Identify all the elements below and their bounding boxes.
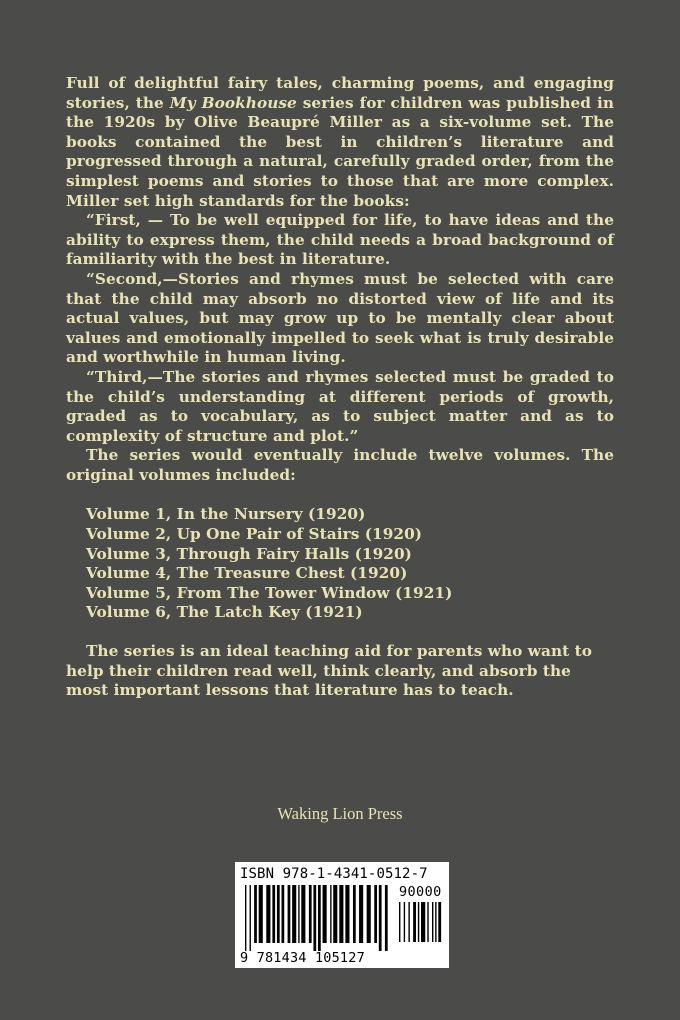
barcode-bar [333, 885, 337, 943]
volume-item: Volume 2, Up One Pair of Stairs (1920) [86, 525, 423, 544]
volume-item: Volume 3, Through Fairy Halls (1920) [86, 544, 412, 563]
quote-second: “Second,—Stories and rhymes must be selected with care that the child may absorb no distorted view of life and its actual values, but may grow up to be mentally clear about values and emotionally impelled to seek what is truly desirable and worthwhile in human living. [66, 269, 614, 367]
barcode-bar [254, 885, 257, 943]
back-cover-text [66, 74, 614, 701]
quote-first: “First, — To be well equipped for life, to have ideas and the ability to express them, the child needs a broad background of familiarity with the best in literature. [66, 211, 614, 269]
closing-paragraph: The series is an ideal teaching aid for parents who want to help their children read well, think clearly, and absorb the most important lessons that literature has to teach. [66, 642, 593, 700]
barcode-bar [345, 885, 349, 943]
barcode-bar [313, 885, 316, 951]
barcode-bar [418, 902, 419, 942]
barcode-bar [353, 885, 356, 943]
barcode-bar [404, 902, 405, 942]
volume-item: Volume 5, From The Tower Window (1921) [86, 583, 453, 602]
barcode-bar [421, 902, 425, 942]
intro-post: series for children was published in the 1920s by Olive Beaupré Miller as a six-volume set. The books contained the best in children’s literature and progressed through a natural, carefully graded order, from the simplest poems and stories to those that are more complex. Miller set high standards for the books: [66, 93, 614, 210]
barcode-bar [250, 885, 251, 951]
barcode-bar [367, 885, 371, 943]
barcode-bar [413, 902, 416, 942]
barcode-bar [438, 902, 441, 942]
barcode-bar [330, 885, 331, 943]
barcode-bar [245, 885, 246, 951]
barcode-addon-bars [399, 902, 443, 950]
barcode-bar [399, 902, 400, 942]
barcode-bar [282, 885, 285, 943]
barcode-bar [301, 885, 305, 943]
barcode-main-bars [245, 885, 391, 951]
barcode-box [235, 862, 449, 968]
intro-pre: Full of delightful fairy tales, charming poems, and engaging stories, the [66, 74, 614, 112]
barcode-bar [359, 885, 363, 943]
barcode-bar [379, 885, 382, 951]
barcode-bar [408, 902, 409, 942]
barcode-bar [432, 902, 433, 942]
barcode-bar [277, 885, 280, 943]
barcode-bar [323, 885, 327, 943]
quote-third: “Third,—The stories and rhymes selected must be graded to the child’s understanding at different periods of growth, graded as to vocabulary, as to subject matter and as to complexity of structure and plot.” [66, 367, 614, 445]
barcode-bar [385, 885, 388, 951]
isbn-label: ISBN 978-1-4341-0512-7 [240, 866, 428, 882]
barcode-bar [298, 885, 299, 943]
ean-digits: 9 781434 105127 [240, 950, 365, 966]
barcode-bar [288, 885, 291, 943]
publisher-name: Waking Lion Press [277, 804, 403, 823]
barcode-bar [435, 902, 436, 942]
intro-paragraph [66, 74, 614, 211]
series-note: The series would eventually include twelve volumes. The original volumes included: [66, 446, 614, 484]
series-title: My Bookhouse [169, 93, 297, 112]
volume-item: Volume 6, The Latch Key (1921) [86, 603, 363, 622]
volume-item: Volume 4, The Treasure Chest (1920) [86, 564, 408, 583]
barcode-bar [374, 885, 377, 943]
barcode-bar [266, 885, 270, 943]
barcode-bar [292, 885, 296, 943]
volume-item: Volume 1, In the Nursery (1920) [86, 505, 366, 524]
barcode-bar [339, 885, 343, 943]
barcode-bar [259, 885, 263, 943]
volume-list [86, 505, 614, 623]
price-code: 90000 [399, 884, 442, 900]
barcode-bar [427, 902, 428, 942]
barcode-bar [309, 885, 312, 943]
barcode-bar [272, 885, 275, 943]
barcode-bar [318, 885, 321, 951]
